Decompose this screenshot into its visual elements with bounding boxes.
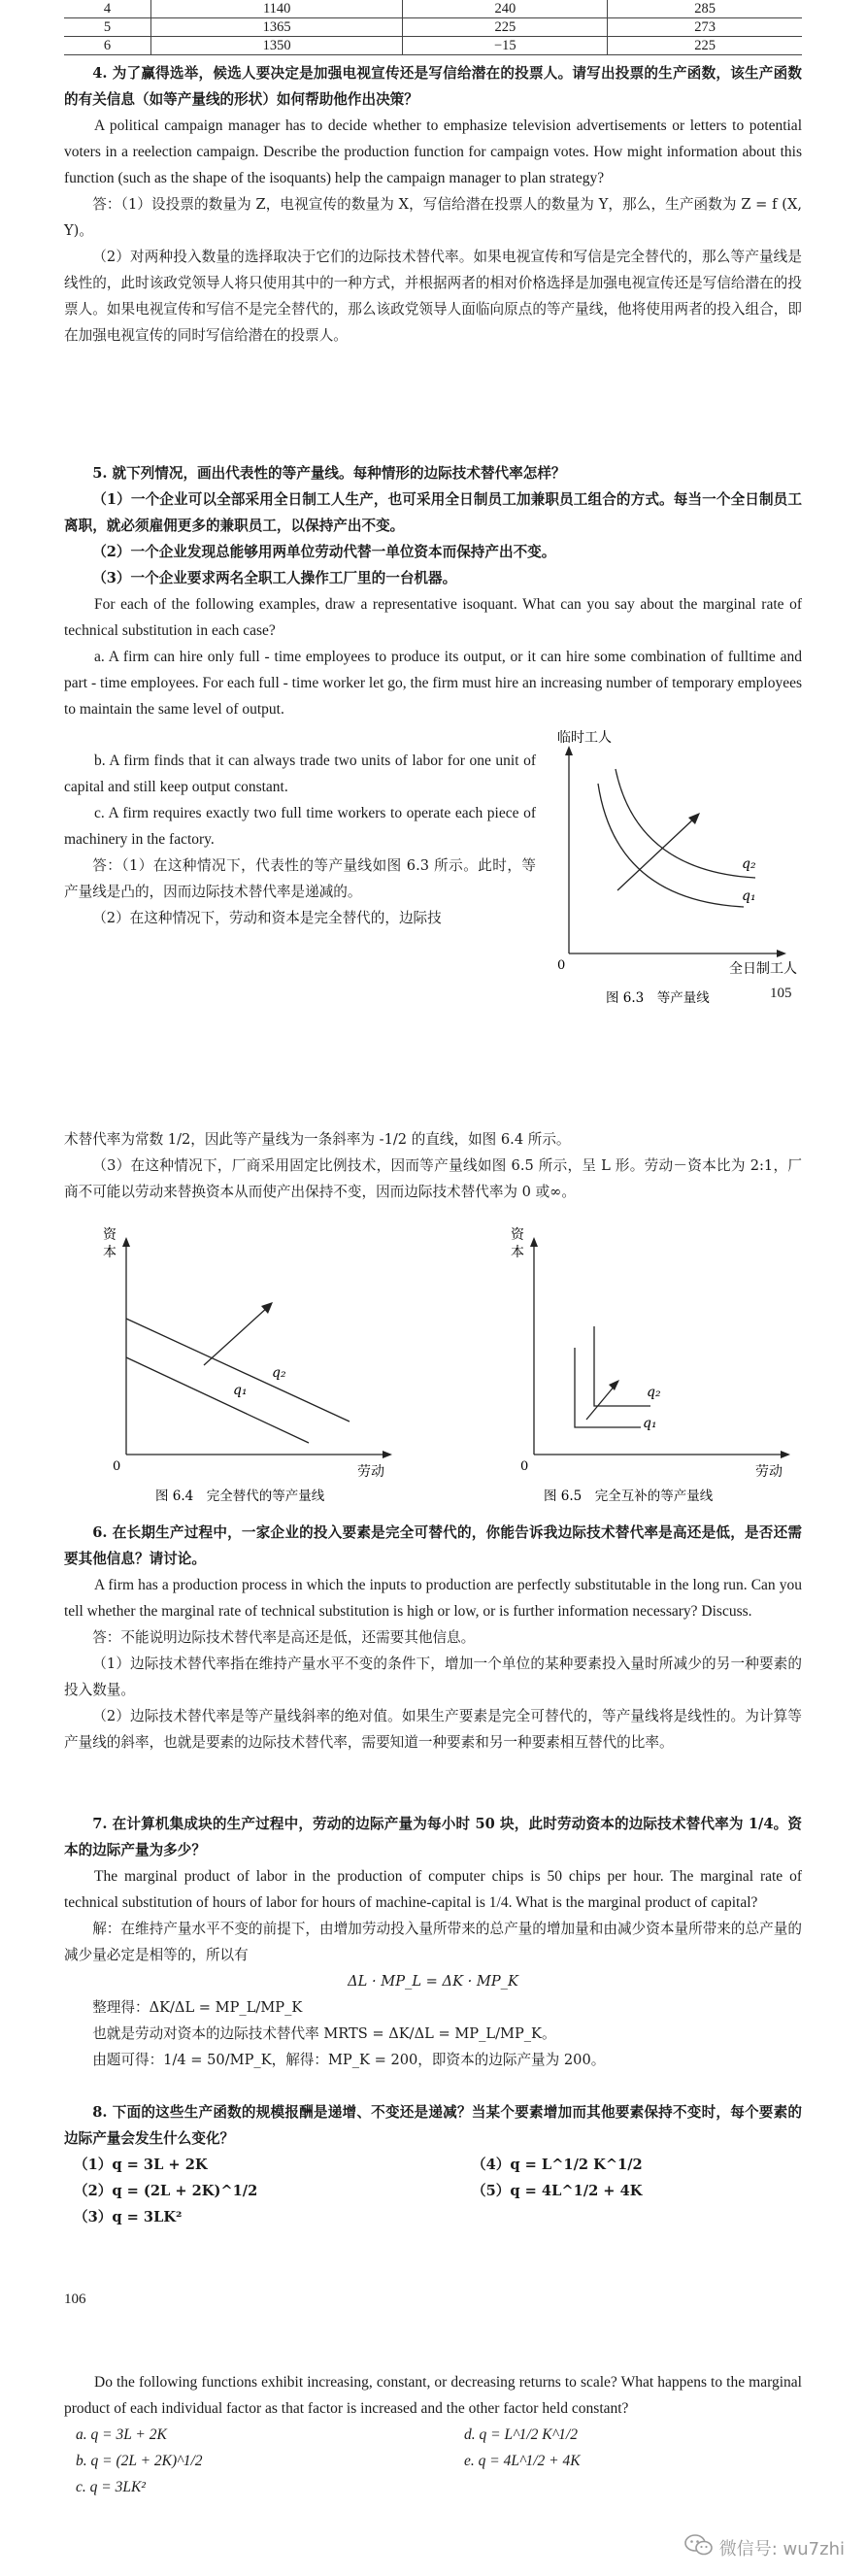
svg-text:0: 0 [557, 958, 566, 973]
wechat-icon [684, 2533, 714, 2564]
data-table [64, 0, 802, 55]
q5-case-3: （3）一个企业要求两名全职工人操作工厂里的一台机器。 [92, 570, 457, 586]
figure-6-3 [540, 730, 802, 1012]
q7-question-en: The marginal product of labor in the production of computer chips is 50 chips per hour. The marginal rate of technical substitution of hours of labor for hours of machine-capital is 1/4. What is the marginal product of capital? [64, 1868, 802, 1911]
svg-text:本: 本 [511, 1245, 524, 1260]
isoquant-q2 [616, 769, 755, 878]
svg-text:q₁: q₁ [742, 888, 756, 904]
q7-answer-1: 解：在维持产量水平不变的前提下，由增加劳动投入量所带来的总产量的增加量和由减少资本量所带来的总产量的减少量必定是相等的，所以有 [64, 1921, 802, 1963]
q4-question-en: A political campaign manager has to decide whether to emphasize television advertisements or letters to potential voters in a reelection campaign. Describe the production function for campaign votes. How might information about this function (such as the shape of the isoquants) help the campaign manager to plan strategy? [64, 117, 802, 186]
svg-text:q₁: q₁ [643, 1416, 657, 1431]
q5-intro-en: For each of the following examples, draw a representative isoquant. What can you say about the marginal rate of technical substitution in each case? [64, 596, 802, 639]
expansion-arrow [204, 1307, 268, 1365]
q5-question-cn: 5. 就下列情况，画出代表性的等产量线。每种情形的边际技术替代率怎样？ [92, 465, 566, 482]
q7-equation: ΔL · MP_L = ΔK · MP_K [348, 1973, 518, 1990]
q4-answer-1: 答：（1）设投票的数量为 Z，电视宣传的数量为 X，写信给潜在投票人的数量为 Y，那么，生产函数为 Z = f (X, Y)。 [64, 196, 802, 239]
watermark-text: 微信号: wu7zhi [718, 2538, 845, 2559]
svg-text:资: 资 [103, 1227, 117, 1243]
q5-answer-1: 答：（1）在这种情况下，代表性的等产量线如图 6.3 所示。此时，等产量线是凸的，因而边际技术替代率是递减的。 [64, 857, 536, 900]
svg-text:q₁: q₁ [233, 1383, 248, 1398]
svg-text:资: 资 [511, 1227, 524, 1243]
q5-answer-3: （3）在这种情况下，厂商采用固定比例技术，因而等产量线如图 6.5 所示，呈 L 形。劳动－资本比为 2:1，厂商不可能以劳动来替换资本从而使产出保持不变，因而边际技术替代率为 0 或∞。 [64, 1157, 802, 1200]
figure-caption: 图 6.5 完全互补的等产量线 [544, 1489, 714, 1504]
x-axis-label: 劳动 [357, 1464, 384, 1480]
page3-question-en: Do the following functions exhibit increasing, constant, or decreasing returns to scale? What happens to the marginal product of each individual factor as that factor is increased and the other factor held constant? [64, 2374, 802, 2417]
q6-answer-2: （2）边际技术替代率是等产量线斜率的绝对值。如果生产要素是完全可替代的，等产量线将是线性的。为计算等产量线的斜率，也就是要素的边际技术替代率，需要知道一种要素和另一种要素相互替代的比率。 [64, 1708, 802, 1751]
q6-question-cn: 6. 在长期生产过程中，一家企业的投入要素是完全可替代的，你能告诉我边际技术替代率是高还是低，是否还需要其他信息？请讨论。 [64, 1524, 802, 1567]
q4-block [64, 60, 802, 349]
figure-caption: 图 6.4 完全替代的等产量线 [155, 1489, 325, 1504]
page-number: 106 [64, 2292, 86, 2307]
q4-question-cn: 4. 为了赢得选举，候选人要决定是加强电视宣传还是写信给潜在的投票人。请写出投票的生产函数，该生产函数的有关信息（如等产量线的形状）如何帮助他作出决策？ [64, 65, 802, 108]
q8-block [64, 2099, 802, 2230]
isoquant-chart [540, 730, 802, 1012]
q8-question-cn: 8. 下面的这些生产函数的规模报酬是递增、不变还是递减？当某个要素增加而其他要素保持不变时，每个要素的边际产量会发生什么变化？ [64, 2104, 802, 2147]
isoquant-q2 [594, 1326, 650, 1406]
q6-answer-0: 答：不能说明边际技术替代率是高还是低，还需要其他信息。 [92, 1629, 476, 1646]
q5-narrow-block [64, 748, 536, 931]
perfect-complements-chart [505, 1221, 816, 1513]
q8-formulas-row-3: （3）q = 3LK² [74, 2209, 183, 2225]
isoquant-q1 [575, 1348, 641, 1427]
svg-text:q₂: q₂ [272, 1365, 286, 1381]
q7-line-4: 由题可得：1/4 = 50/MP_K，解得：MP_K = 200，即资本的边际产量为 200。 [92, 2052, 606, 2068]
q5-continued [64, 1126, 802, 1205]
q5-case-1: （1）一个企业可以全部采用全日制工人生产，也可采用全日制员工加兼职员工组合的方式。每当一个全日制员工离职，就必须雇佣更多的兼职员工，以保持产出不变。 [64, 491, 802, 534]
q5-case-c-en: c. A firm requires exactly two full time workers to operate each piece of machinery in the factory. [64, 805, 536, 848]
q5-case-2: （2）一个企业发现总能够用两单位劳动代替一单位资本而保持产出不变。 [92, 544, 556, 560]
page-106 [0, 1126, 866, 2335]
expansion-arrow [617, 818, 695, 890]
page3-formulas-row-1: a. q = 3L + 2K d. q = L^1/2 K^1/2 [76, 2426, 578, 2443]
table-row: 4 1140 240 285 [64, 0, 802, 18]
q8-formulas-row-1: （1）q = 3L + 2K （4）q = L^1/2 K^1/2 [74, 2157, 643, 2173]
page3-formulas-row-2: b. q = (2L + 2K)^1/2 e. q = 4L^1/2 + 4K [76, 2453, 581, 2469]
svg-text:0: 0 [113, 1459, 121, 1474]
q6-question-en: A firm has a production process in which the inputs to production are perfectly substitutable in the long run. Can you tell whether the marginal rate of technical substitution is high or low, or is further information necessary? Discuss. [64, 1577, 802, 1620]
page3-formulas-row-3: c. q = 3LK² [76, 2479, 146, 2495]
svg-text:本: 本 [103, 1245, 117, 1260]
page-number: 105 [770, 986, 792, 1001]
figure-6-5 [505, 1221, 816, 1513]
q6-block [64, 1520, 802, 1756]
watermark [684, 2533, 845, 2564]
q6-answer-1: （1）边际技术替代率指在维持产量水平不变的条件下，增加一个单位的某种要素投入量时所减少的另一种要素的投入数量。 [64, 1656, 802, 1698]
perfect-substitutes-chart [97, 1221, 417, 1513]
figure-6-4 [97, 1221, 417, 1513]
q5-answer-2-cont: 术替代率为常数 1/2，因此等产量线为一条斜率为 -1/2 的直线，如图 6.4 所示。 [64, 1131, 571, 1148]
q7-line-2: 整理得：ΔK/ΔL = MP_L/MP_K [92, 1999, 303, 2016]
svg-text:q₂: q₂ [742, 856, 756, 872]
x-axis-label: 劳动 [755, 1464, 783, 1480]
q7-block [64, 1811, 802, 2073]
q5-block [64, 460, 802, 722]
y-axis-label: 临时工人 [557, 730, 612, 746]
q5-case-a-en: a. A firm can hire only full - time employees to produce its output, or it can hire some combination of fulltime and part - time employees. For each full - time worker let go, the firm must hire an increasing number of temporary employees to maintain the same level of output. [64, 649, 802, 718]
svg-text:0: 0 [520, 1459, 529, 1474]
q7-line-3: 也就是劳动对资本的边际技术替代率 MRTS = ΔK/ΔL = MP_L/MP_K。 [92, 2025, 556, 2042]
svg-text:q₂: q₂ [647, 1385, 661, 1400]
q5-case-b-en: b. A firm finds that it can always trade two units of labor for one unit of capital and still keep output constant. [64, 753, 536, 795]
q8-formulas-row-2: （2）q = (2L + 2K)^1/2 （5）q = 4L^1/2 + 4K [74, 2183, 643, 2199]
expansion-arrow [586, 1385, 616, 1420]
table-row: 5 1365 225 273 [64, 18, 802, 37]
q7-question-cn: 7. 在计算机集成块的生产过程中，劳动的边际产量为每小时 50 块，此时劳动资本的边际技术替代率为 1/4。资本的边际产量为多少？ [64, 1816, 802, 1858]
page-105 [0, 0, 866, 1049]
q5-answer-2-start: （2）在这种情况下，劳动和资本是完全替代的，边际技 [92, 910, 442, 926]
x-axis-label: 全日制工人 [729, 961, 797, 977]
q4-answer-2: （2）对两种投入数量的选择取决于它们的边际技术替代率。如果电视宣传和写信是完全替代的，那么等产量线是线性的，此时该政党领导人将只使用其中的一种方式，并根据两者的相对价格选择是加强电视宣传还是写信给潜在的投票人。如果电视宣传和写信不是完全替代的，那么该政党领导人面临向原点的等产量线，他将使用两者的投入组合，即在加强电视宣传的同时写信给潜在的投票人。 [64, 249, 802, 344]
table-row: 6 1350 −15 225 [64, 37, 802, 55]
figure-caption: 图 6.3 等产量线 [606, 990, 710, 1006]
